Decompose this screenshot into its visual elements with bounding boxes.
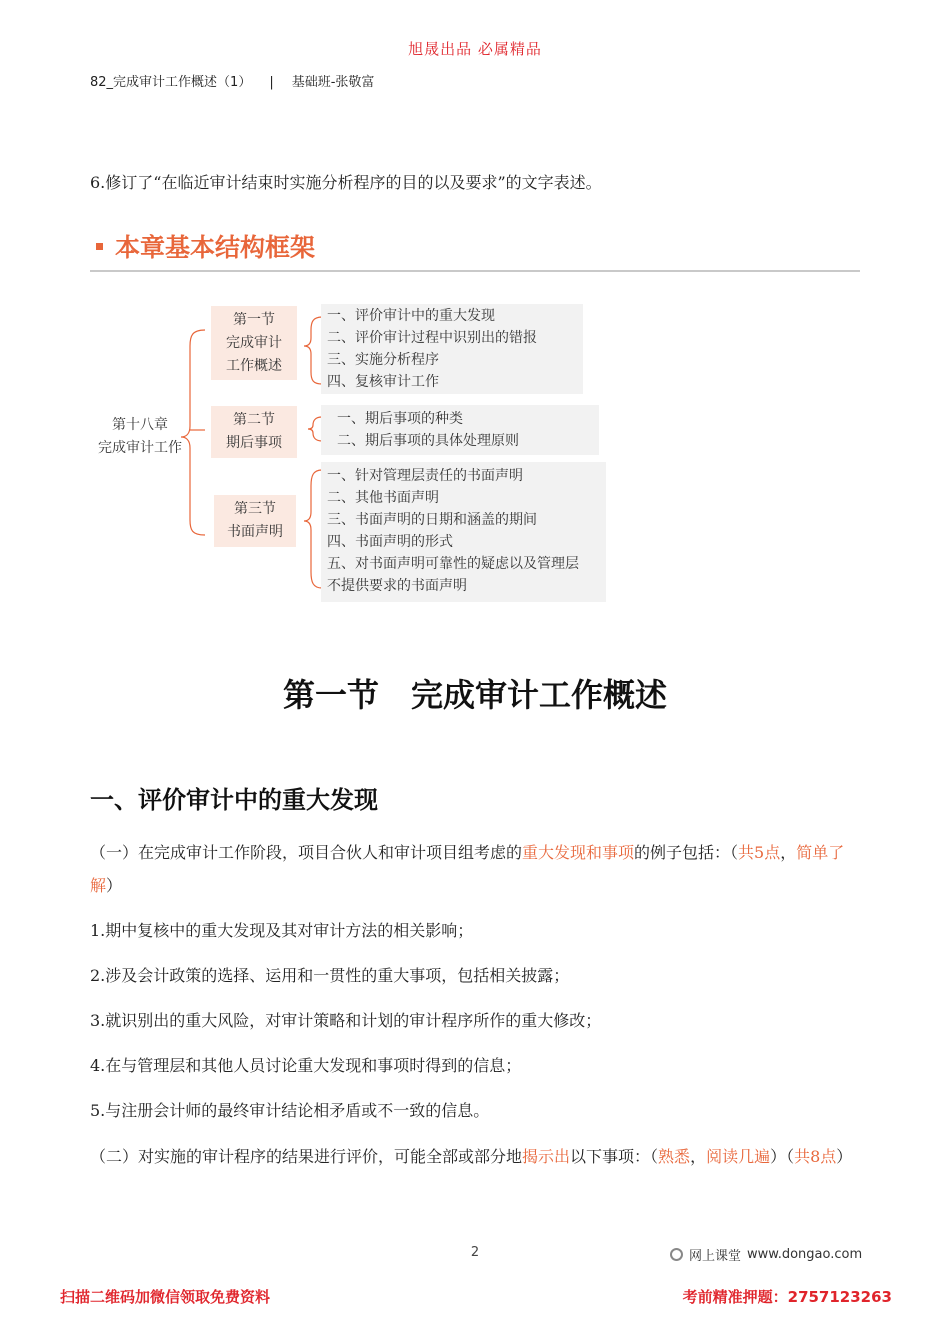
brand-logo-icon	[670, 1248, 683, 1261]
highlight-text: 简单了解	[90, 843, 845, 895]
branch-box-1	[321, 304, 583, 394]
brand-name: 网上课堂	[689, 1249, 742, 1264]
list-item: 二、评价审计过程中识别出的错报	[327, 330, 537, 346]
list-item: 一、期后事项的种类	[337, 411, 463, 427]
heading-divider	[90, 270, 860, 272]
branch3-brace	[304, 470, 322, 588]
list-item: 一、针对管理层责任的书面声明	[327, 468, 523, 484]
brand-footer	[670, 1245, 862, 1264]
list-item: 不提供要求的书面声明	[327, 578, 467, 594]
highlight-text: 揭示出	[522, 1147, 571, 1166]
branch-node-2: 第二节 期后事项	[211, 406, 297, 458]
page-header	[90, 71, 374, 90]
heading-square-icon	[96, 243, 103, 250]
footer-left-promo: 扫描二维码加微信领取免费资料	[60, 1288, 271, 1306]
paragraph-1: （一）在完成审计工作阶段，项目合伙人和审计项目组考虑的重大发现和事项的例子包括：（共5点，简单了解）	[90, 843, 845, 895]
section-heading	[96, 228, 315, 264]
footer-right-promo: 考前精准押题：2757123263	[682, 1288, 892, 1306]
highlight-text: 共8点	[794, 1147, 837, 1166]
highlight-text: 重大发现和事项	[522, 843, 635, 862]
list-item: 二、期后事项的具体处理原则	[337, 433, 519, 449]
list-item: 三、书面声明的日期和涵盖的期间	[327, 512, 537, 528]
list-item: 4.在与管理层和其他人员讨论重大发现和事项时得到的信息；	[90, 1056, 522, 1075]
course-name: 基础班-张敬富	[291, 75, 375, 90]
header-separator: |	[269, 75, 274, 90]
root-brace	[181, 330, 205, 535]
list-item: 3.就识别出的重大风险，对审计策略和计划的审计程序所作的重大修改；	[90, 1011, 602, 1030]
brand-url[interactable]: www.dongao.com	[747, 1247, 863, 1262]
branch-box-2	[321, 405, 599, 455]
branch-node-1: 第一节 完成审计 工作概述	[211, 306, 297, 380]
list-item: 1.期中复核中的重大发现及其对审计方法的相关影响；	[90, 921, 474, 940]
list-item: 四、复核审计工作	[327, 374, 439, 390]
chapter-title: 第一节 完成审计工作概述	[282, 676, 667, 714]
highlight-text: 共5点	[738, 843, 781, 862]
page-number: 2	[470, 1245, 480, 1260]
branch-node-3: 第三节 书面声明	[214, 495, 296, 547]
highlight-text: 熟悉	[658, 1147, 691, 1166]
highlight-text: 阅读几遍	[706, 1147, 771, 1166]
mindmap-root: 第十八章 完成审计工作	[98, 417, 182, 456]
lesson-title: 82_完成审计工作概述（1）	[90, 75, 252, 90]
list-item: 一、评价审计中的重大发现	[327, 308, 495, 324]
list-item: 5.与注册会计师的最终审计结论相矛盾或不一致的信息。	[90, 1101, 490, 1120]
intro-line: 6.修订了“在临近审计结束时实施分析程序的目的以及要求”的文字表述。	[90, 173, 602, 192]
section-heading-text: 本章基本结构框架	[115, 233, 316, 262]
branch2-brace	[308, 417, 322, 441]
sub-title: 一、评价审计中的重大发现	[90, 785, 378, 814]
list-item: 二、其他书面声明	[327, 490, 439, 506]
list-item: 三、实施分析程序	[327, 352, 439, 368]
top-banner: 旭晟出品 必属精品	[408, 40, 542, 58]
list-item: 四、书面声明的形式	[327, 534, 453, 550]
list-item: 2.涉及会计政策的选择、运用和一贯性的重大事项，包括相关披露；	[90, 966, 570, 985]
branch1-brace	[304, 317, 322, 384]
list-item: 五、对书面声明可靠性的疑虑以及管理层	[327, 556, 579, 572]
branch-box-3	[321, 462, 606, 602]
paragraph-2: （二）对实施的审计程序的结果进行评价，可能全部或部分地揭示出以下事项：（熟悉，阅读几遍）（共8点）	[90, 1147, 853, 1166]
